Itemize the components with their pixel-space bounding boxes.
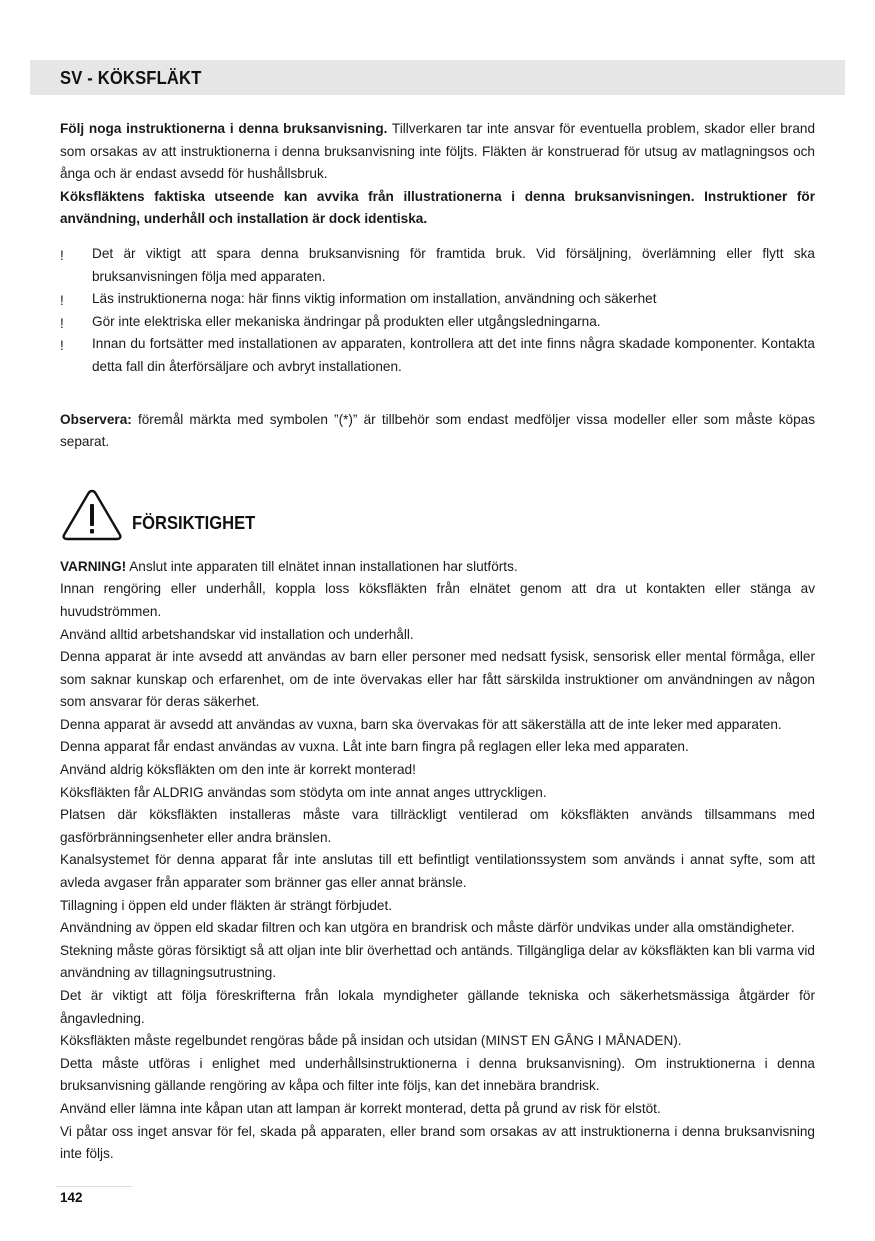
section-header-bar	[30, 60, 845, 95]
list-item	[60, 311, 815, 334]
warning-line: Köksfläkten får ALDRIG användas som stödyta om inte annat anges uttryckligen.	[60, 784, 547, 800]
observe-text: föremål märkta med symbolen ”(*)” är tillbehör som endast medföljer vissa modeller eller som måste köpas separat.	[60, 411, 815, 450]
exclamation-icon: !	[60, 293, 64, 309]
warning-text: Anslut inte apparaten till elnätet innan installationen har slutförts.	[126, 558, 518, 574]
list-item	[60, 288, 815, 311]
warning-line: Denna apparat är avsedd att användas av vuxna, barn ska övervakas för att säkerställa att de inte leker med apparaten.	[60, 716, 782, 732]
document-body	[60, 118, 815, 1166]
warning-label: VARNING!	[60, 558, 127, 574]
warning-line	[60, 556, 815, 579]
list-item	[60, 333, 815, 378]
warning-line: Innan rengöring eller underhåll, koppla loss köksfläkten från elnätet genom att dra ut kontakten eller stänga av huvudströmmen.	[60, 581, 815, 619]
warning-line: Denna apparat är inte avsedd att användas av barn eller personer med nedsatt fysisk, sensorisk eller mental förmåga, eller som saknar kunskap och erfarenhet, om de inte övervakas eller har fått särskilda instruktioner om användningen av någon som ansvarar för deras säkerhet.	[60, 649, 815, 710]
warning-line: Kanalsystemet för denna apparat får inte anslutas till ett befintligt ventilationssystem som används i annat syfte, som att avleda avgaser från apparater som bränner gas eller annat bränsle.	[60, 852, 815, 891]
section-title: SV - KÖKSFLÄKT	[60, 68, 202, 88]
warning-line: Köksfläkten måste regelbundet rengöras både på insidan och utsidan (MINST EN GÅNG I MÅNADEN).	[60, 1033, 682, 1049]
important-notes-list	[60, 243, 815, 379]
warnings-section	[60, 556, 815, 1166]
intro-paragraph	[60, 118, 815, 186]
warning-line: Användning av öppen eld skadar filtren och kan utgöra en brandrisk och måste därför undvikas under alla omständigheter.	[60, 920, 795, 936]
warning-line: Använd aldrig köksfläkten om den inte är korrekt monterad!	[60, 762, 416, 778]
warning-line: Använd eller lämna inte kåpan utan att lampan är korrekt monterad, detta på grund av risk för elstöt.	[60, 1100, 661, 1116]
page-number: 142	[60, 1190, 83, 1205]
warning-line: Vi påtar oss inget ansvar för fel, skada på apparaten, eller brand som orsakas av att instruktionerna i denna bruksanvisning inte följs.	[60, 1123, 815, 1162]
exclamation-icon: !	[60, 338, 64, 354]
warning-line: Detta måste utföras i enlighet med underhållsinstruktionerna i denna bruksanvisning). Om instruktionerna i denna bruksanvisning gällande rengöring av kåpa och filter inte följs, kan det innebära brandrisk.	[60, 1055, 815, 1094]
warning-line: Stekning måste göras försiktigt så att oljan inte blir överhettad och antänds. Tillgängliga delar av köksfläkten kan bli varma vid användning av tillagningsutrustning.	[60, 942, 815, 981]
warning-line: Denna apparat får endast användas av vuxna. Låt inte barn fingra på reglagen eller leka med apparaten.	[60, 739, 689, 755]
intro-bold-lead: Följ noga instruktionerna i denna bruksanvisning.	[60, 121, 388, 136]
warning-triangle-icon	[60, 486, 124, 542]
list-item-text: Läs instruktionerna noga: här finns viktig information om installation, användning och säkerhet	[92, 291, 657, 307]
warning-line: Använd alltid arbetshandskar vid installation och underhåll.	[60, 626, 414, 642]
warning-line: Det är viktigt att följa föreskrifterna från lokala myndigheter gällande tekniska och säkerhetsmässiga åtgärder för ångavledning.	[60, 988, 815, 1026]
exclamation-icon: !	[60, 247, 64, 263]
warning-line: Tillagning i öppen eld under fläkten är strängt förbjudet.	[60, 897, 392, 913]
exclamation-icon: !	[60, 315, 64, 331]
observe-label: Observera:	[60, 411, 132, 427]
observe-note	[60, 409, 815, 454]
list-item-text: Innan du fortsätter med installationen av apparaten, kontrollera att det inte finns några skadade komponenter. Kontakta detta fall din återförsäljare och avbryt installationen.	[92, 336, 815, 374]
appearance-note: Köksfläktens faktiska utseende kan avvika från illustrationerna i denna bruksanvisningen. Instruktioner för användning, underhåll och installation är dock identiska.	[60, 188, 815, 227]
footer-divider	[56, 1186, 132, 1187]
list-item	[60, 243, 815, 288]
warning-line: Platsen där köksfläkten installeras måste vara tillräckligt ventilerad om köksfläkten används tillsammans med gasförbränningsenheter eller andra bränslen.	[60, 807, 815, 845]
caution-title: FÖRSIKTIGHET	[132, 512, 256, 533]
list-item-text: Det är viktigt att spara denna bruksanvisning för framtida bruk. Vid försäljning, överlämning eller flytt ska bruksanvisningen följa med apparaten.	[92, 245, 815, 284]
caution-heading	[60, 486, 815, 542]
list-item-text: Gör inte elektriska eller mekaniska ändringar på produkten eller utgångsledningarna.	[92, 313, 601, 329]
intro-text: Tillverkaren tar inte ansvar för eventuella problem, skador eller brand som orsakas av att instruktionerna i denna bruksanvisning inte följts. Fläkten är konstruerad för utsug av matlagningsos och ånga och är endast avsedd för hushållsbruk.	[60, 121, 816, 182]
